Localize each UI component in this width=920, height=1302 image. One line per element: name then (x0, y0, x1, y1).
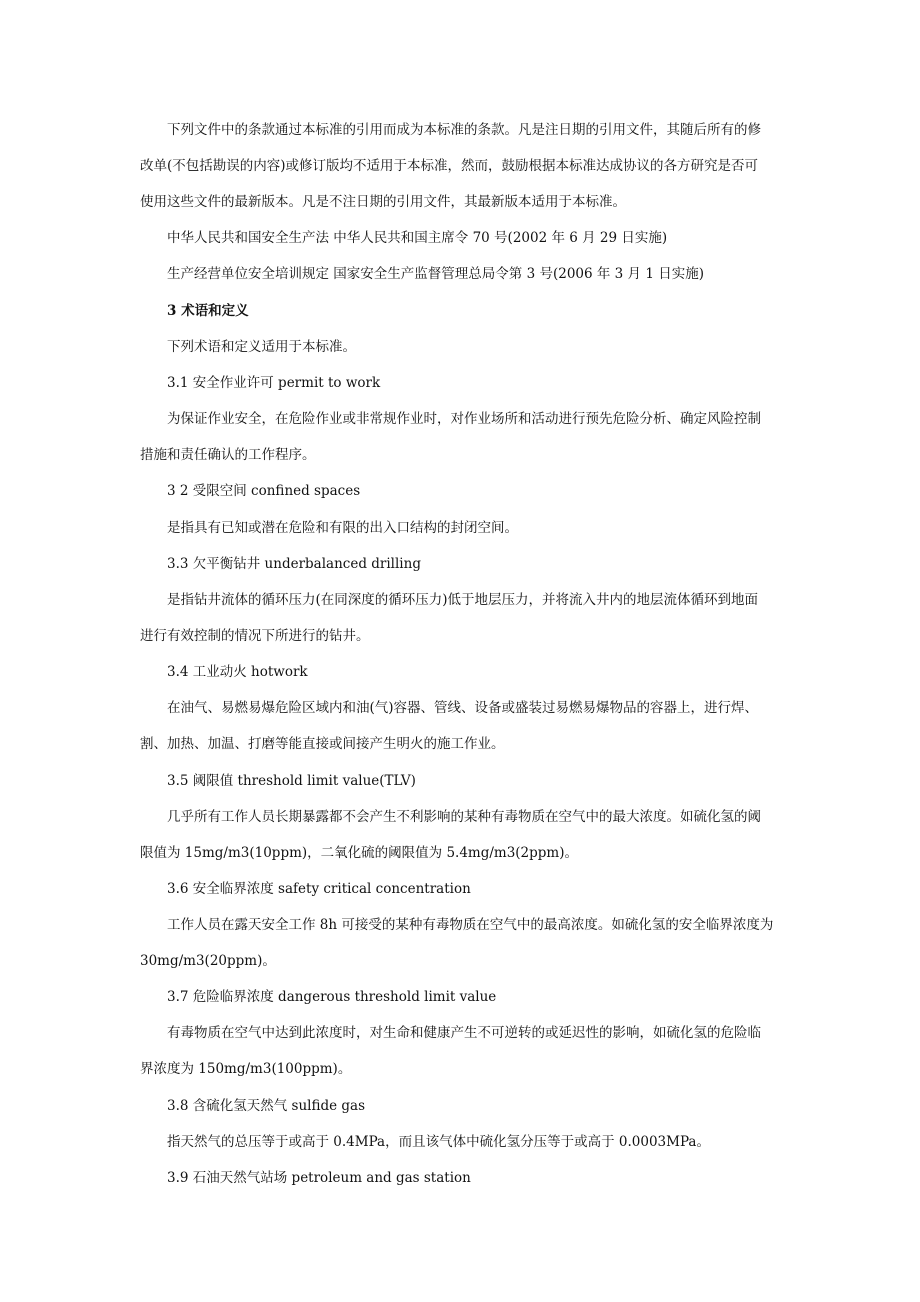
paragraph-line: 工作人员在露天安全工作 8h 可接受的某种有毒物质在空气中的最高浓度。如硫化氢的安全临界浓度为 (167, 917, 774, 933)
paragraph-line: 下列术语和定义适用于本标准。 (167, 339, 356, 355)
term-heading: 3.7 危险临界浓度 dangerous threshold limit value (167, 989, 497, 1005)
term-heading: 3.8 含硫化氢天然气 sulfide gas (167, 1098, 366, 1114)
paragraph-line: 使用这些文件的最新版本。凡是不注日期的引用文件，其最新版本适用于本标准。 (140, 194, 626, 210)
paragraph-line: 割、加热、加温、打磨等能直接或间接产生明火的施工作业。 (140, 736, 505, 752)
paragraph-line: 指天然气的总压等于或高于 0.4MPa，而且该气体中硫化氢分压等于或高于 0.0003MPa。 (167, 1134, 710, 1150)
paragraph-line: 进行有效控制的情况下所进行的钻井。 (140, 628, 370, 644)
term-heading: 3 2 受限空间 confined spaces (167, 483, 361, 499)
term-heading: 3.3 欠平衡钻井 underbalanced drilling (167, 556, 421, 572)
reference-line: 中华人民共和国安全生产法 中华人民共和国主席令 70 号(2002 年 6 月 29 日实施) (167, 230, 668, 246)
paragraph-line: 在油气、易燃易爆危险区域内和油(气)容器、管线、设备或盛装过易燃易爆物品的容器上，进行焊、 (167, 700, 759, 716)
paragraph-line: 下列文件中的条款通过本标准的引用而成为本标准的条款。凡是注日期的引用文件，其随后所有的修 (167, 122, 761, 138)
section-heading: 3 术语和定义 (167, 303, 249, 319)
term-heading: 3.9 石油天然气站场 petroleum and gas station (167, 1170, 471, 1186)
paragraph-line: 改单(不包括勘误的内容)或修订版均不适用于本标准，然而，鼓励根据本标准达成协议的各方研究是否可 (140, 158, 759, 174)
term-heading: 3.6 安全临界浓度 safety critical concentration (167, 881, 471, 897)
term-heading: 3.4 工业动火 hotwork (167, 664, 308, 680)
paragraph-line: 30mg/m3(20ppm)。 (140, 953, 276, 969)
term-heading: 3.1 安全作业许可 permit to work (167, 375, 381, 391)
paragraph-line: 是指钻井流体的循环压力(在同深度的循环压力)低于地层压力，并将流入井内的地层流体循环到地面 (167, 592, 759, 608)
reference-line: 生产经营单位安全培训规定 国家安全生产监督管理总局令第 3 号(2006 年 3 月 1 日实施) (167, 266, 704, 282)
paragraph-line: 限值为 15mg/m3(10ppm)，二氧化硫的阈限值为 5.4mg/m3(2ppm)。 (140, 845, 578, 861)
paragraph-line: 几乎所有工作人员长期暴露都不会产生不利影响的某种有毒物质在空气中的最大浓度。如硫化氢的阈 (167, 809, 761, 825)
paragraph-line: 有毒物质在空气中达到此浓度时，对生命和健康产生不可逆转的或延迟性的影响，如硫化氢的危险临 (167, 1025, 761, 1041)
paragraph-line: 为保证作业安全，在危险作业或非常规作业时，对作业场所和活动进行预先危险分析、确定风险控制 (167, 411, 761, 427)
paragraph-line: 措施和责任确认的工作程序。 (140, 447, 316, 463)
paragraph-line: 界浓度为 150mg/m3(100ppm)。 (140, 1061, 352, 1077)
paragraph-line: 是指具有已知或潜在危险和有限的出入口结构的封闭空间。 (167, 520, 518, 536)
term-heading: 3.5 阈限值 threshold limit value(TLV) (167, 773, 416, 789)
